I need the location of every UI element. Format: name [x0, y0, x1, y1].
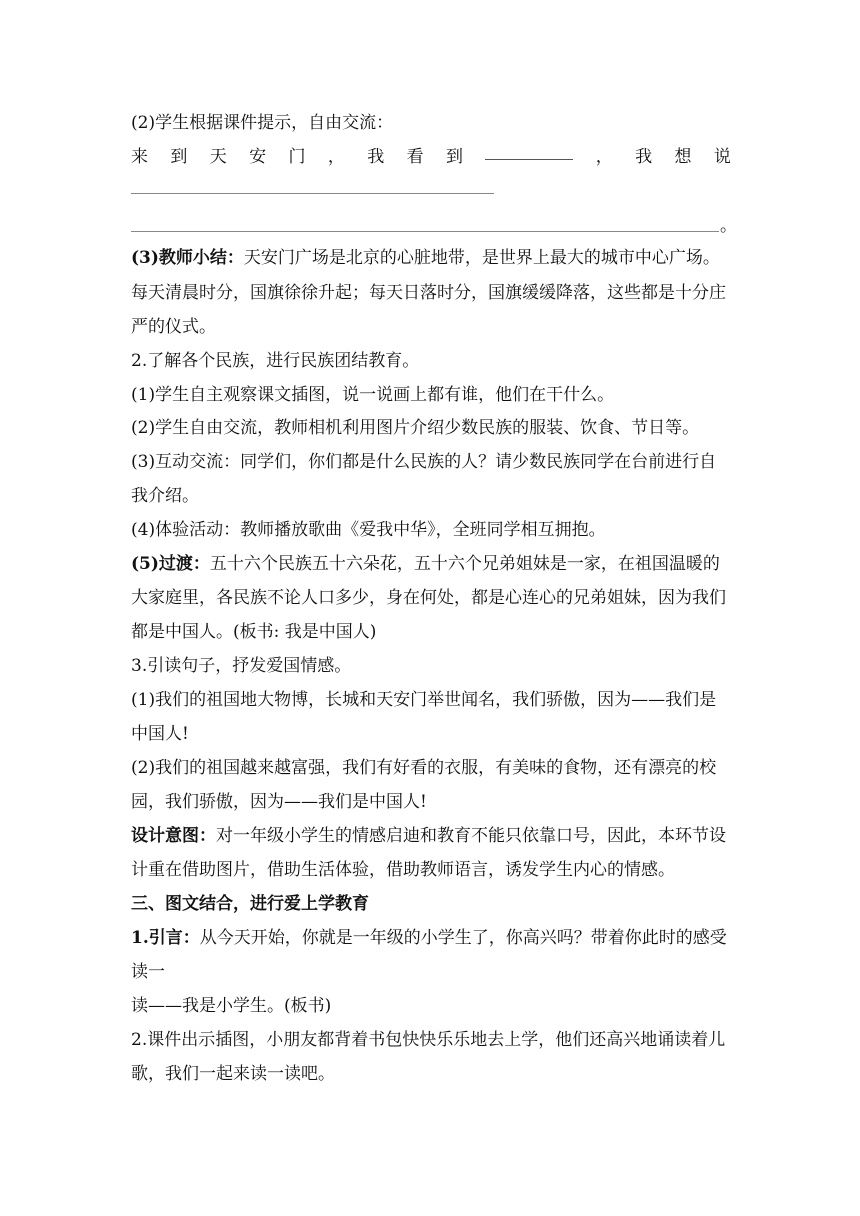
- paragraph-line: 都是中国人。(板书: 我是中国人): [131, 622, 377, 642]
- period-mark: 。: [720, 216, 737, 236]
- fill-in-sentence: [131, 145, 731, 169]
- paragraph-line: 3.引读句子，抒发爱国情感。: [131, 656, 352, 676]
- char: 天: [209, 147, 227, 167]
- paragraph-line: (1)学生自主观察课文插图，说一说画上都有谁，他们在干什么。: [131, 385, 615, 405]
- paragraph-line: 中国人!: [131, 724, 189, 744]
- section-text: 对一年级小学生的情感启迪和教育不能只依靠口号，因此，本环节设: [216, 826, 726, 846]
- section-heading: 三、图文结合，进行爱上学教育: [131, 894, 369, 914]
- char: 到: [170, 147, 188, 167]
- paragraph-line: 歌，我们一起来读一读吧。: [131, 1064, 335, 1084]
- blank-line: [131, 193, 494, 194]
- blank-line: [131, 231, 719, 232]
- char: 来: [131, 147, 148, 167]
- section-text: 五十六个民族五十六朵花，五十六个兄弟姐妹是一家，在祖国温暖的: [209, 554, 720, 574]
- paragraph-line: (1)我们的祖国地大物博，长城和天安门举世闻名，我们骄傲，因为——我们是: [131, 690, 717, 710]
- paragraph-line: 每天清晨时分，国旗徐徐升起；每天日落时分，国旗缓缓降落，这些都是十分庄: [131, 283, 726, 303]
- paragraph-line: [131, 926, 731, 950]
- paragraph-line: 大家庭里，各民族不论人口多少，身在何处，都是心连心的兄弟姐妹，因为我们: [131, 588, 726, 608]
- paragraph-line: [131, 824, 731, 848]
- paragraph-line: [131, 246, 731, 270]
- char: 到: [446, 147, 463, 167]
- paragraph-line: 读——我是小学生。(板书): [131, 996, 332, 1016]
- paragraph-line: 严的仪式。: [131, 317, 216, 337]
- char: 想: [674, 147, 692, 167]
- char: ，: [595, 147, 613, 167]
- paragraph-line: 园，我们骄傲，因为——我们是中国人!: [131, 792, 427, 812]
- blank-line: [485, 145, 573, 160]
- section-label: 1.引言：: [131, 928, 200, 948]
- paragraph-line: (2)我们的祖国越来越富强，我们有好看的衣服，有美味的食物，还有漂亮的校: [131, 758, 717, 778]
- paragraph-line: (2)学生根据课件提示，自由交流：: [131, 113, 394, 133]
- char: 安: [249, 147, 267, 167]
- paragraph-line: 计重在借助图片，借助生活体验，借助教师语言，诱发学生内心的情感。: [131, 860, 675, 880]
- section-text: 从今天开始，你就是一年级的小学生了，你高兴吗？带着你此时的感受: [199, 928, 727, 948]
- section-label: 设计意图：: [131, 826, 216, 846]
- paragraph-line: [131, 552, 731, 576]
- char: ，: [327, 147, 345, 167]
- section-label: (5)过渡：: [131, 554, 210, 574]
- section-label: (3)教师小结：: [131, 248, 244, 268]
- paragraph-line: 读一: [131, 962, 165, 982]
- section-text: 天安门广场是北京的心脏地带，是世界上最大的城市中心广场。: [243, 248, 720, 268]
- char: 我: [367, 147, 385, 167]
- char: 说: [713, 147, 731, 167]
- char: 看: [406, 147, 424, 167]
- paragraph-line: (2)学生自由交流，教师相机利用图片介绍少数民族的服装、饮食、节日等。: [131, 418, 700, 438]
- paragraph-line: (4)体验活动：教师播放歌曲《爱我中华》，全班同学相互拥抱。: [131, 520, 606, 540]
- paragraph-line: (3)互动交流：同学们，你们都是什么民族的人？请少数民族同学在台前进行自: [131, 452, 717, 472]
- paragraph-line: 我介绍。: [131, 486, 199, 506]
- char: 门: [288, 147, 306, 167]
- paragraph-line: 2.课件出示插图，小朋友都背着书包快快乐乐地去上学，他们还高兴地诵读着儿: [131, 1030, 726, 1050]
- paragraph-line: 2.了解各个民族，进行民族团结教育。: [131, 351, 420, 371]
- char: 我: [635, 147, 653, 167]
